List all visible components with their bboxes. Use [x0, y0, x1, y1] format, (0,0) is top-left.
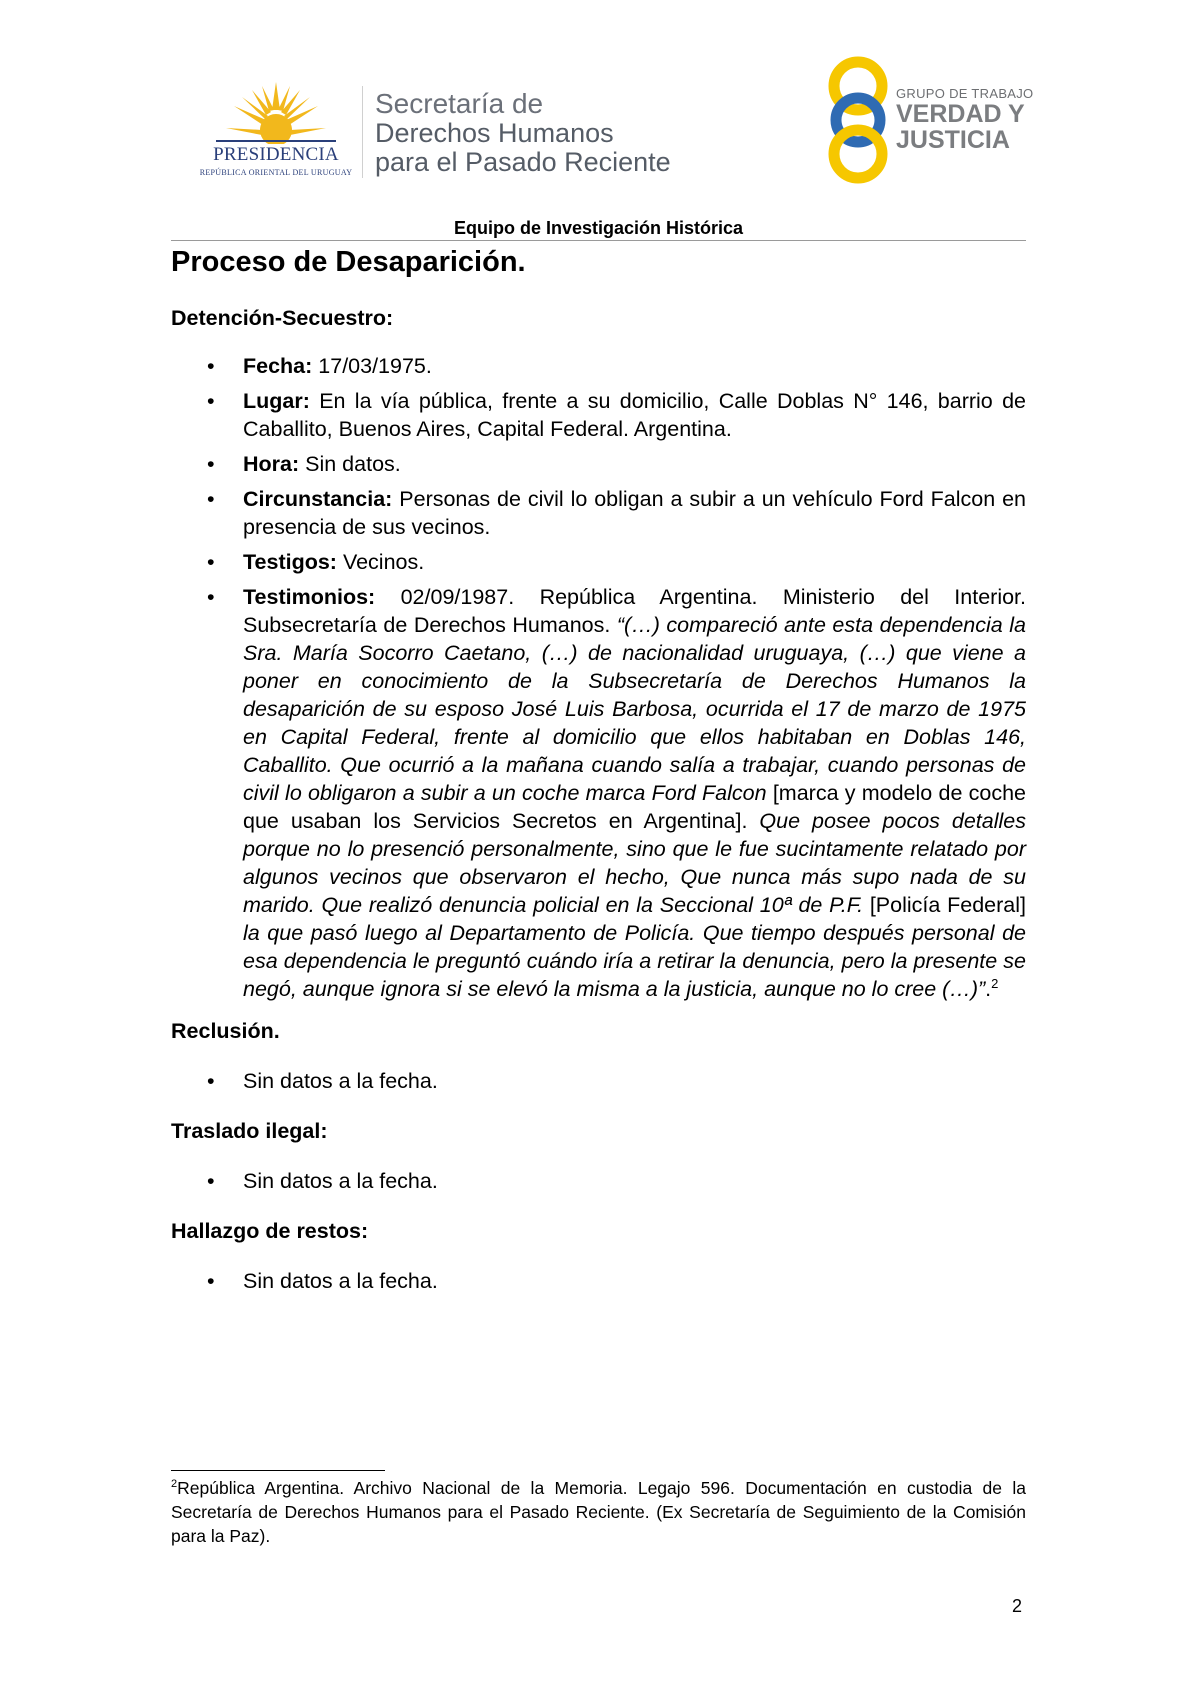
section-heading-traslado: Traslado ilegal: [171, 1119, 328, 1143]
team-header: Equipo de Investigación Histórica [453, 218, 744, 238]
value-hallazgo: Sin datos a la fecha. [243, 1269, 438, 1293]
testimonio-quote-1: “(…) compareció ante esta dependencia la Sra. María Socorro Caetano, (…) de nacionalidad uruguaya, (…) que viene a poner en conocimiento de la Subsecretaría de Derechos Humanos la desaparición de su esposo José Luis Barbosa, ocurrida el 17 de marzo de 1975 en Capital Federal, frente al domicilio que ellos habitaban en Doblas 146, Caballito. Que ocurrió a la mañana cuando salía a trabajar, cuando personas de civil lo obligaron a subir a un coche marca Ford Falcon [243, 613, 1026, 805]
label-lugar: Lugar: [243, 389, 310, 413]
list-item-testimonios [171, 583, 1026, 1003]
bullet: • [207, 1069, 215, 1093]
secretaria-line-3: para el Pasado Reciente [375, 147, 671, 177]
gtvj-line-1: GRUPO DE TRABAJO [896, 86, 1034, 101]
label-fecha: Fecha: [243, 354, 313, 378]
section-heading-hallazgo: Hallazgo de restos: [171, 1219, 369, 1243]
list-item-fecha [171, 352, 1026, 380]
bullet: • [207, 452, 215, 476]
testimonio-intro: 02/09/1987. República Argentina. Ministerio del Interior. Subsecretaría de Derechos Humanos. [243, 585, 1026, 637]
footnote-number: 2 [171, 1478, 178, 1491]
presidencia-wordmark: PRESIDENCIA [213, 144, 339, 165]
page-number: 2 [1012, 1596, 1023, 1616]
testimonio-bracket-2: [Policía Federal] [863, 893, 1026, 917]
value-circunstancia: Personas de civil lo obligan a subir a un vehículo Ford Falcon en presencia de sus vecinos. [243, 487, 1026, 539]
section-heading-reclusion: Reclusión. [171, 1019, 280, 1043]
secretaria-wordmark [375, 88, 671, 177]
secretaria-line-1: Secretaría de [375, 88, 544, 119]
label-testimonios: Testimonios: [243, 585, 376, 609]
footnote-rule [171, 1470, 385, 1471]
label-circunstancia: Circunstancia: [243, 487, 393, 511]
testimonio-quote-3: la que pasó luego al Departamento de Policía. Que tiempo después personal de esa dependencia le preguntó cuándo iría a retirar la denuncia, pero la presente se negó, aunque ignora si se elevó la misma a la justicia, aunque no lo cree (…)” [243, 921, 1026, 1001]
footnote [171, 1476, 1026, 1548]
value-testigos: Vecinos. [336, 550, 425, 574]
bullet: • [207, 585, 215, 609]
testimonio-end: . [985, 977, 992, 1001]
list-item-hora [171, 450, 1026, 478]
document-title: Proceso de Desaparición. [171, 246, 526, 278]
hallazgo-list [171, 1267, 1026, 1295]
document-body [171, 240, 1026, 1317]
bullet: • [207, 1269, 215, 1293]
bullet: • [207, 550, 215, 574]
presidencia-logo [196, 80, 356, 180]
list-item-traslado [171, 1167, 1026, 1195]
interlocking-rings-icon [820, 54, 896, 184]
traslado-list [171, 1167, 1026, 1195]
label-hora: Hora: [243, 452, 300, 476]
bullet: • [207, 487, 215, 511]
sun-of-may-icon [196, 80, 356, 144]
reclusion-list [171, 1067, 1026, 1095]
testimonio-bracket-1: [marca y modelo de coche que usaban los Servicios Secretos en Argentina]. [243, 781, 1026, 833]
list-item-hallazgo [171, 1267, 1026, 1295]
secretaria-line-2: Derechos Humanos [375, 118, 614, 148]
section-heading-detencion: Detención-Secuestro: [171, 306, 394, 330]
presidencia-subtitle: REPÚBLICA ORIENTAL DEL URUGUAY [199, 168, 353, 177]
list-item-circunstancia [171, 485, 1026, 541]
value-reclusion: Sin datos a la fecha. [243, 1069, 438, 1093]
gtvj-line-2: VERDAD Y [896, 100, 1025, 128]
gtvj-line-3: JUSTICIA [896, 126, 1010, 154]
bullet: • [207, 354, 215, 378]
detencion-list [171, 352, 1026, 1003]
logo-divider [362, 86, 363, 178]
footnote-text: República Argentina. Archivo Nacional de la Memoria. Legajo 596. Documentación en custodia de la Secretaría de Derechos Humanos para el Pasado Reciente. (Ex Secretaría de Seguimiento de la Comisión para la Paz). [171, 1478, 1026, 1546]
bullet: • [207, 1169, 215, 1193]
value-lugar: En la vía pública, frente a su domicilio, Calle Doblas N° 146, barrio de Caballito, Buenos Aires, Capital Federal. Argentina. [243, 389, 1026, 441]
list-item-testigos [171, 548, 1026, 576]
list-item-reclusion [171, 1067, 1026, 1095]
bullet: • [207, 389, 215, 413]
value-traslado: Sin datos a la fecha. [243, 1169, 438, 1193]
value-fecha: 17/03/1975. [312, 354, 432, 378]
testimonio-quote-2: Que posee pocos detalles porque no lo presenció personalmente, sino que le fue sucintamente relatado por algunos vecinos que observaron el hecho, Que nunca más supo nada de su marido. Que realizó denuncia policial en la Seccional 10ª de P.F. [243, 809, 1026, 917]
value-hora: Sin datos. [299, 452, 401, 476]
footnote-ref[interactable]: 2 [991, 975, 999, 991]
label-testigos: Testigos: [243, 550, 337, 574]
verdad-justicia-logo [820, 54, 1034, 184]
list-item-lugar [171, 387, 1026, 443]
